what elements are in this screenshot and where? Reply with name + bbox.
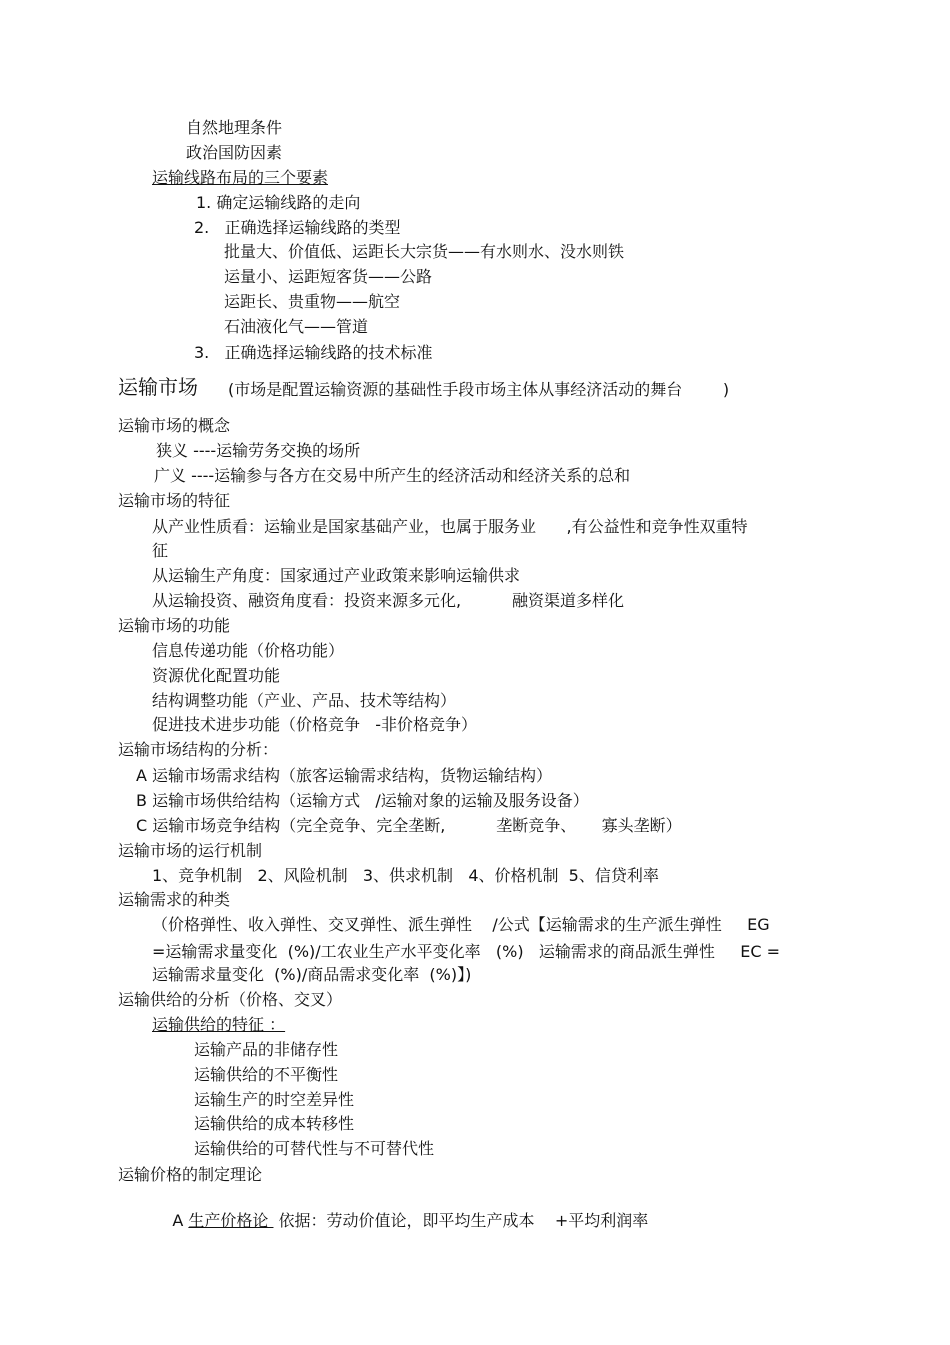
text-line: A 运输市场需求结构（旅客运输需求结构，货物运输结构）	[136, 766, 553, 785]
text-line: 1、竞争机制 2、风险机制 3、供求机制 4、价格机制 5、信贷利率	[152, 866, 659, 885]
text-line: 结构调整功能（产业、产品、技术等结构）	[152, 691, 457, 710]
list-item: 1. 确定运输线路的走向	[196, 193, 361, 212]
text-line: 信息传递功能（价格功能）	[152, 641, 345, 660]
underlined-term: 生产价格论	[188, 1211, 274, 1230]
list-item: 3. 正确选择运输线路的技术标准	[194, 343, 433, 362]
text-line: 资源优化配置功能	[152, 666, 281, 685]
text-line: 运输供给的不平衡性	[194, 1065, 339, 1084]
heading: 运输市场的运行机制	[118, 841, 263, 860]
text-line: 批量大、价值低、运距长大宗货——有水则水、没水则铁	[224, 242, 625, 261]
text-line	[152, 1191, 648, 1251]
text-line: 运输产品的非储存性	[194, 1040, 339, 1059]
text-line: 从运输生产角度：国家通过产业政策来影响运输供求	[152, 566, 521, 585]
heading: 运输市场结构的分析：	[118, 740, 279, 759]
text-line: 从产业性质看：运输业是国家基础产业，也属于服务业 ,有公益性和竞争性双重特	[152, 517, 748, 536]
text-line: =运输需求量变化 (%)/工农业生产水平变化率 (%) 运输需求的商品派生弹性 EC =	[152, 942, 781, 961]
chapter-note: (市场是配置运输资源的基础性手段市场主体从事经济活动的舞台 )	[228, 380, 730, 399]
heading: 运输市场的特征	[118, 491, 231, 510]
heading: 运输市场的概念	[118, 416, 231, 435]
list-item: 2. 正确选择运输线路的类型	[194, 218, 401, 237]
section-heading-underlined: 运输线路布局的三个要素	[152, 168, 329, 187]
text-line: 狭义 ----运输劳务交换的场所	[156, 441, 361, 460]
text-line: 从运输投资、融资角度看：投资来源多元化, 融资渠道多样化	[152, 591, 624, 610]
text-line: 运输供给的成本转移性	[194, 1114, 355, 1133]
text-line: 运距长、贵重物——航空	[224, 292, 401, 311]
heading: 运输市场的功能	[118, 616, 231, 635]
text-line: 促进技术进步功能（价格竞争 -非价格竞争）	[152, 715, 478, 734]
text-line: 运输供给的可替代性与不可替代性	[194, 1139, 435, 1158]
text-line: B 运输市场供给结构（运输方式 /运输对象的运输及服务设备）	[136, 791, 589, 810]
item-letter: A	[172, 1211, 189, 1230]
chapter-title: 运输市场	[118, 375, 198, 399]
text-line: 征	[152, 541, 169, 560]
heading: 运输价格的制定理论	[118, 1165, 263, 1184]
text-line: 石油液化气——管道	[224, 317, 369, 336]
text-line: 广义 ----运输参与各方在交易中所产生的经济活动和经济关系的总和	[154, 466, 631, 485]
text-line: （价格弹性、收入弹性、交叉弹性、派生弹性 /公式【运输需求的生产派生弹性 EG	[152, 915, 770, 934]
text-line: 运量小、运距短客货——公路	[224, 267, 433, 286]
text-line: 运输需求量变化 (%)/商品需求变化率 (%)】)	[152, 965, 472, 984]
subheading-underlined: 运输供给的特征 ：	[152, 1015, 286, 1034]
text-line: C 运输市场竞争结构（完全竞争、完全垄断, 垄断竞争、 寡头垄断）	[136, 816, 682, 835]
text-line: 运输生产的时空差异性	[194, 1090, 355, 1109]
heading: 运输需求的种类	[118, 890, 231, 909]
text-line: 自然地理条件	[186, 118, 283, 137]
text-line: 政治国防因素	[186, 143, 283, 162]
item-text: 依据：劳动价值论，即平均生产成本 +平均利润率	[273, 1211, 649, 1230]
heading: 运输供给的分析（价格、交叉）	[118, 990, 343, 1009]
